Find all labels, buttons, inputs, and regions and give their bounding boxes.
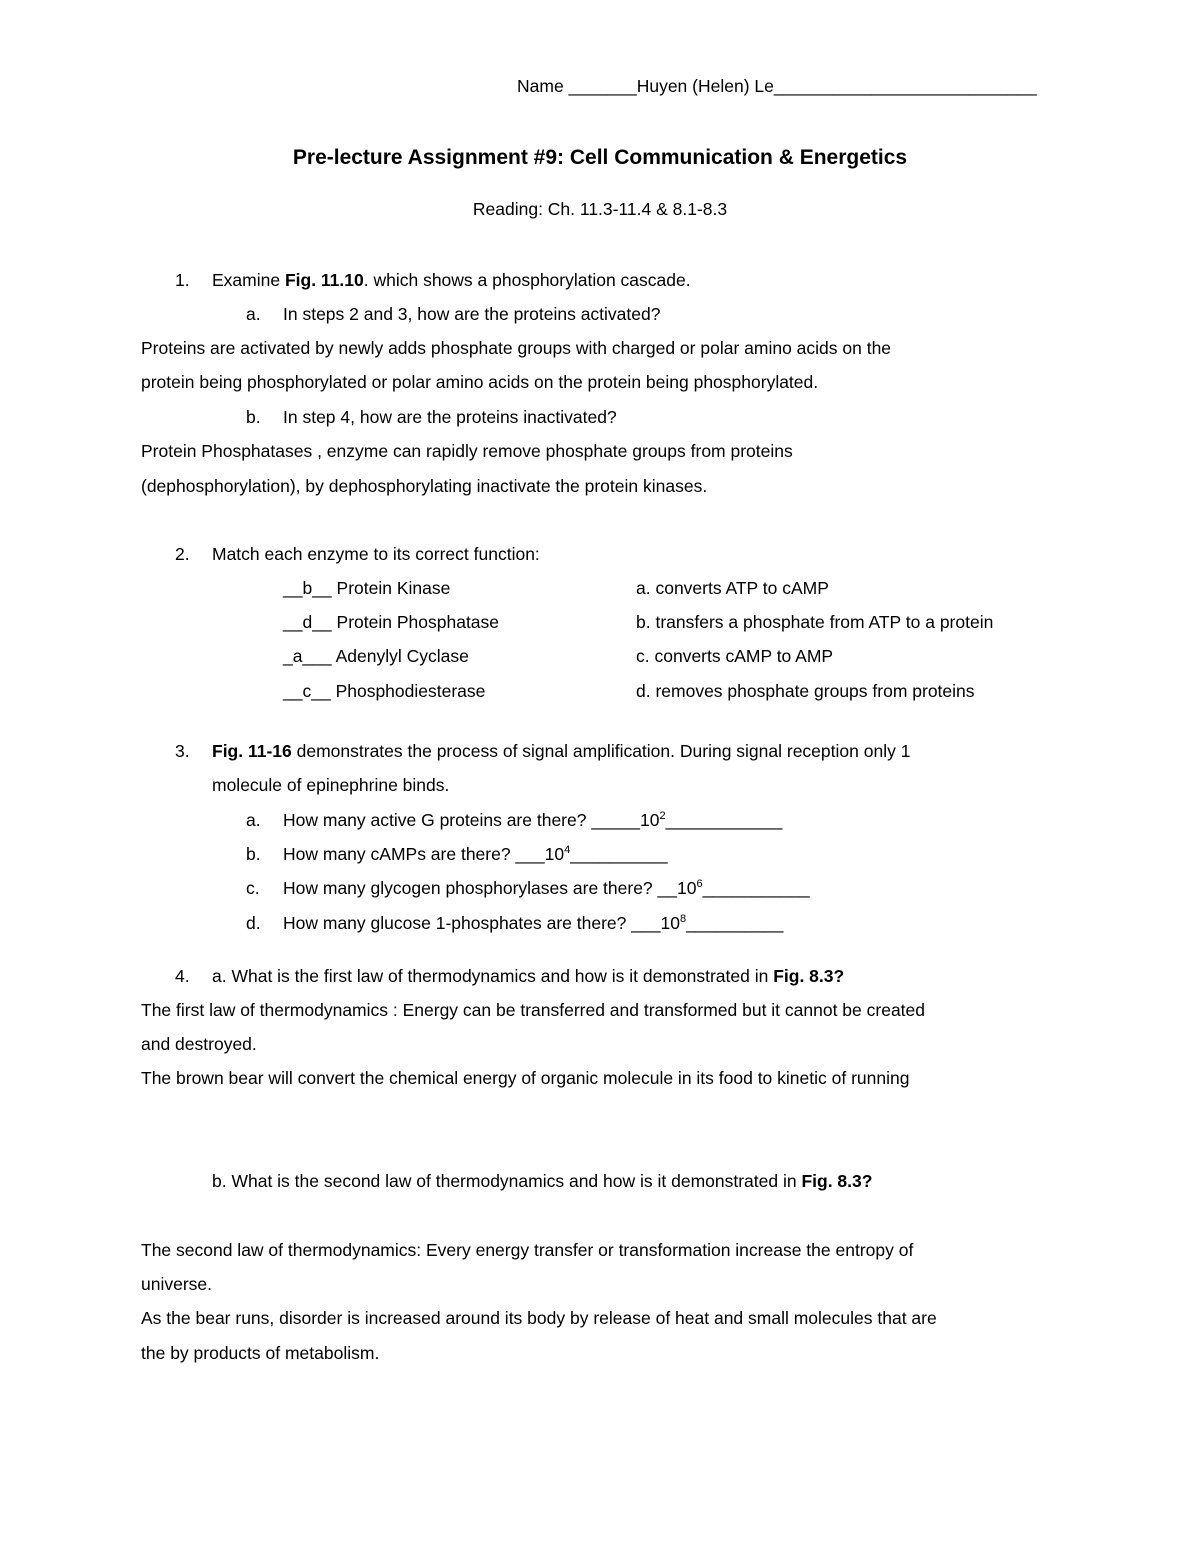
- q1b-question: In step 4, how are the proteins inactivated?: [283, 407, 617, 427]
- q3b-base: 10: [544, 844, 565, 864]
- q1-fig: Fig. 11.10: [284, 270, 364, 290]
- enzyme-row: [283, 577, 450, 599]
- q3-line-2: molecule of epinephrine binds.: [212, 775, 450, 795]
- q4a-answer-line-1: The first law of thermodynamics : Energy can be transferred and transformed but it cannot be created: [141, 1000, 926, 1020]
- q1b-answer-line-1: Protein Phosphatases , enzyme can rapidly remove phosphate groups from proteins: [141, 441, 793, 461]
- q3d-exponent: 8: [679, 913, 687, 925]
- q3a-letter: a.: [246, 810, 261, 830]
- q3b-question: How many cAMPs are there?: [283, 844, 516, 864]
- q3c-blank-post: ___________: [702, 878, 810, 898]
- name-blank-before: _______: [568, 76, 637, 96]
- enzyme-name: Adenylyl Cyclase: [335, 646, 469, 666]
- q3c-question: How many glycogen phosphorylases are there?: [283, 878, 658, 898]
- q4b-question-text: b. What is the second law of thermodynamics and how is it demonstrated in: [212, 1171, 802, 1191]
- function-item: c. converts cAMP to AMP: [636, 646, 834, 666]
- enzyme-row: [283, 645, 469, 667]
- name-value: Huyen (Helen) Le: [636, 76, 774, 96]
- enzyme-name: Phosphodiesterase: [335, 681, 486, 701]
- reading-line: Reading: Ch. 11.3-11.4 & 8.1-8.3: [472, 199, 728, 219]
- q4a-fig: Fig. 8.3?: [773, 966, 845, 986]
- q4a-question-text: a. What is the first law of thermodynamics and how is it demonstrated in: [212, 966, 774, 986]
- q3a-text: [283, 809, 782, 831]
- q3b-exponent: 4: [564, 844, 571, 856]
- q4a-question: [212, 965, 844, 987]
- q3b-text: [283, 843, 668, 865]
- q1a-question: In steps 2 and 3, how are the proteins activated?: [283, 304, 661, 324]
- enzyme-name: Protein Kinase: [336, 578, 451, 598]
- q3b-blank-post: __________: [570, 844, 668, 864]
- q3a-blank-pre: _____: [591, 810, 641, 830]
- q1a-answer-line-2: protein being phosphorylated or polar amino acids on the protein being phosphorylated.: [141, 372, 819, 392]
- q3d-question: How many glucose 1-phosphates are there?: [283, 913, 632, 933]
- q3a-exponent: 2: [659, 810, 666, 822]
- q3b-blank-pre: ___: [515, 844, 545, 864]
- enzyme-blank: _a___: [283, 646, 332, 666]
- q3c-base: 10: [676, 878, 697, 898]
- q3-fig: Fig. 11-16: [212, 741, 292, 761]
- q4b-answer-line-3: As the bear runs, disorder is increased around its body by release of heat and small molecules that are: [141, 1308, 937, 1328]
- q2-number: 2.: [175, 544, 190, 564]
- q3c-letter: c.: [246, 878, 260, 898]
- q4b-question: [212, 1170, 872, 1192]
- q3d-text: [283, 912, 783, 934]
- name-blank-after: ___________________________: [773, 76, 1037, 96]
- enzyme-blank: __c__: [283, 681, 331, 701]
- q1b-answer-line-2: (dephosphorylation), by dephosphorylating inactivate the protein kinases.: [141, 476, 708, 496]
- function-item: b. transfers a phosphate from ATP to a protein: [636, 612, 994, 632]
- q3d-blank-post: __________: [686, 913, 784, 933]
- q3d-blank-pre: ___: [631, 913, 661, 933]
- q4b-answer-line-1: The second law of thermodynamics: Every energy transfer or transformation increase the entropy of: [141, 1240, 914, 1260]
- q1-prefix: Examine: [212, 270, 285, 290]
- q3c-blank-pre: __: [657, 878, 677, 898]
- q3a-blank-post: ____________: [665, 810, 783, 830]
- function-item: a. converts ATP to cAMP: [636, 578, 829, 598]
- q2-prompt: Match each enzyme to its correct function:: [212, 544, 540, 564]
- q3c-text: [283, 877, 810, 899]
- q3-line-1-rest: demonstrates the process of signal amplification. During signal reception only 1: [291, 741, 911, 761]
- name-line: [517, 75, 1037, 97]
- q1a-letter: a.: [246, 304, 261, 324]
- q4-number: 4.: [175, 966, 190, 986]
- q3d-base: 10: [660, 913, 680, 933]
- q3a-base: 10: [640, 810, 660, 830]
- q4a-answer-line-3: The brown bear will convert the chemical energy of organic molecule in its food to kinetic of running: [141, 1068, 910, 1088]
- q4b-fig: Fig. 8.3?: [801, 1171, 873, 1191]
- enzyme-blank: __d__: [283, 612, 332, 632]
- page-title: Pre-lecture Assignment #9: Cell Communication & Energetics: [292, 146, 908, 169]
- q3b-letter: b.: [246, 844, 261, 864]
- q1b-letter: b.: [246, 407, 261, 427]
- q4a-answer-line-2: and destroyed.: [141, 1034, 257, 1054]
- q4b-answer-line-2: universe.: [141, 1274, 213, 1294]
- enzyme-blank: __b__: [283, 578, 332, 598]
- q3d-letter: d.: [246, 913, 261, 933]
- q1-suffix: . which shows a phosphorylation cascade.: [363, 270, 691, 290]
- enzyme-row: [283, 680, 485, 702]
- enzyme-row: [283, 611, 499, 633]
- q3a-question: How many active G proteins are there?: [283, 810, 592, 830]
- enzyme-name: Protein Phosphatase: [336, 612, 500, 632]
- q3-number: 3.: [175, 741, 190, 761]
- q3c-exponent: 6: [696, 878, 703, 890]
- q1-text: [212, 269, 691, 291]
- name-label: Name: [517, 76, 564, 96]
- q1-number: 1.: [175, 270, 190, 290]
- q3-line-1: [212, 740, 910, 762]
- q1a-answer-line-1: Proteins are activated by newly adds phosphate groups with charged or polar amino acids on the: [141, 338, 892, 358]
- q4b-answer-line-4: the by products of metabolism.: [141, 1343, 380, 1363]
- function-item: d. removes phosphate groups from proteins: [636, 681, 975, 701]
